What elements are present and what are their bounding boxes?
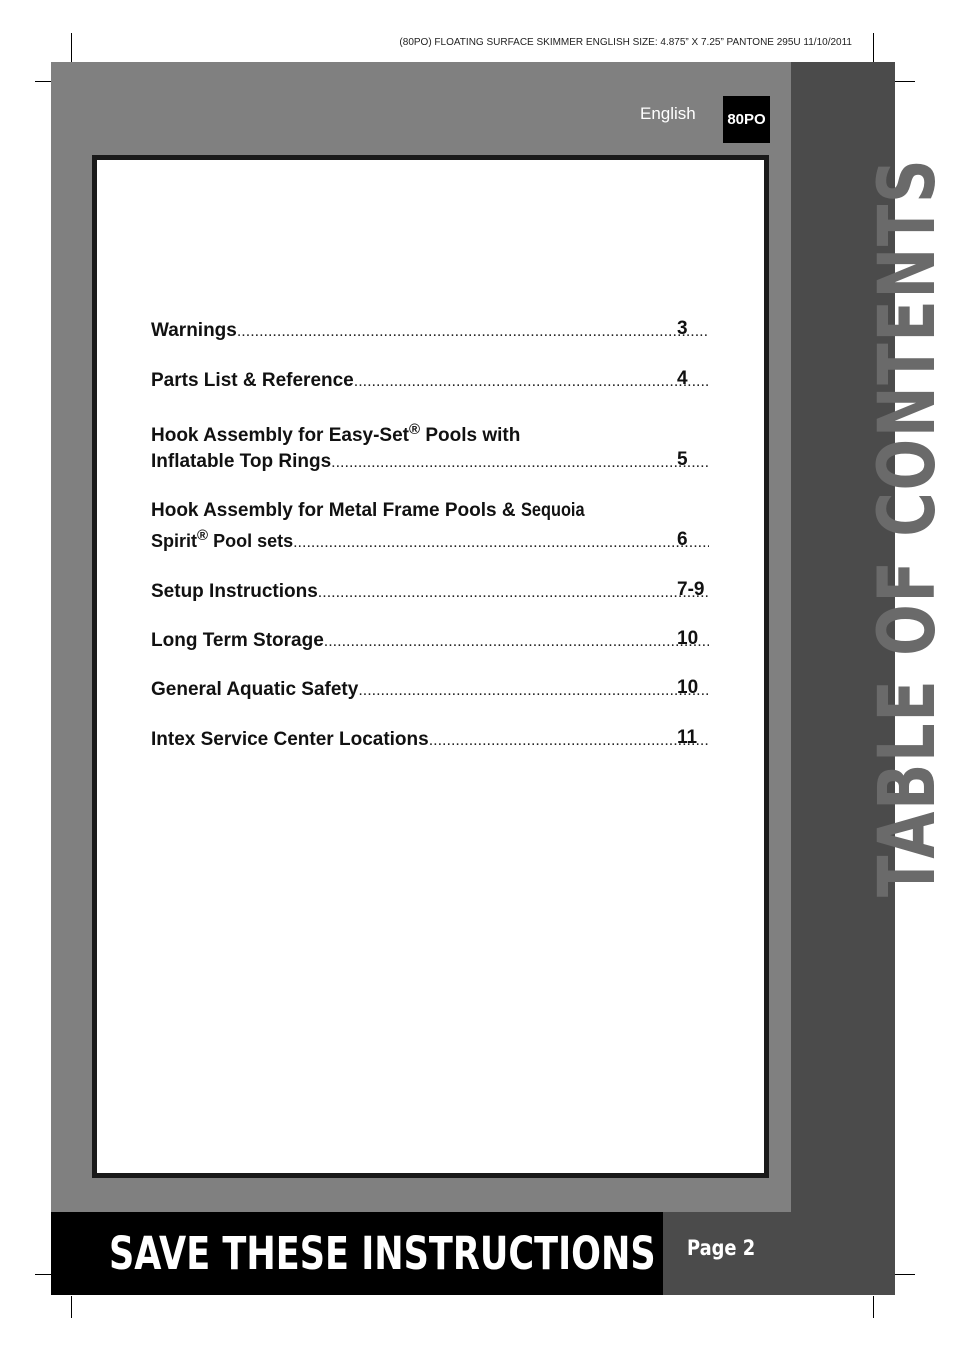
- toc-title: General Aquatic Safety: [151, 679, 359, 700]
- toc-title-line: Hook Assembly for Metal Frame Pools & Sequoia: [151, 500, 585, 521]
- toc-item: [151, 498, 709, 556]
- toc-title: Setup Instructions: [151, 581, 318, 602]
- model-code-badge: 80PO: [723, 96, 770, 143]
- toc-title: Spirit® Pool sets: [151, 527, 294, 551]
- toc-page: 5: [677, 449, 688, 470]
- toc-box: [92, 155, 769, 1178]
- language-label: English: [640, 104, 696, 123]
- side-title: TABLE OF CONTENTS: [863, 157, 953, 897]
- page-number-box: [663, 1212, 791, 1295]
- page-label: Page 2: [687, 1236, 756, 1260]
- toc-title: Warnings: [151, 320, 237, 341]
- toc-item: [151, 318, 709, 345]
- toc-page: 10: [677, 677, 699, 698]
- toc-item: [151, 368, 709, 395]
- toc-title: Intex Service Center Locations: [151, 729, 429, 750]
- toc-item: [151, 423, 709, 476]
- toc-item: [151, 677, 709, 704]
- toc-leader: [237, 319, 709, 345]
- crop-mark: [873, 1296, 874, 1318]
- toc-page: 6: [677, 529, 688, 550]
- toc-item: [151, 727, 709, 754]
- toc-title-line: Hook Assembly for Easy-Set® Pools with: [151, 421, 521, 446]
- toc-leader: [358, 678, 709, 704]
- footer-title: SAVE THESE INSTRUCTIONS: [109, 1227, 656, 1280]
- toc-leader: [354, 369, 709, 395]
- toc-page: 3: [677, 318, 688, 339]
- toc-title: Parts List & Reference: [151, 370, 354, 391]
- sidebar: [791, 62, 953, 1295]
- toc-leader: [293, 530, 709, 556]
- toc-page: 11: [677, 727, 698, 748]
- toc-item: [151, 579, 709, 606]
- toc-leader: [318, 580, 709, 606]
- print-spec-line: (80PO) FLOATING SURFACE SKIMMER ENGLISH SIZE: 4.875” X 7.25” PANTONE 295U 11/10/2011: [399, 37, 852, 48]
- toc-page: 10: [677, 628, 699, 649]
- toc-leader: [429, 728, 709, 754]
- toc-leader: [331, 450, 709, 476]
- footer-banner: [51, 1212, 663, 1295]
- toc-leader: [324, 629, 709, 655]
- toc-item: [151, 628, 709, 655]
- toc-page: 4: [677, 368, 688, 389]
- toc-page: 7-9: [677, 579, 705, 600]
- toc-title: Inflatable Top Rings: [151, 451, 332, 472]
- toc-title: Long Term Storage: [151, 630, 324, 651]
- crop-mark: [71, 1296, 72, 1318]
